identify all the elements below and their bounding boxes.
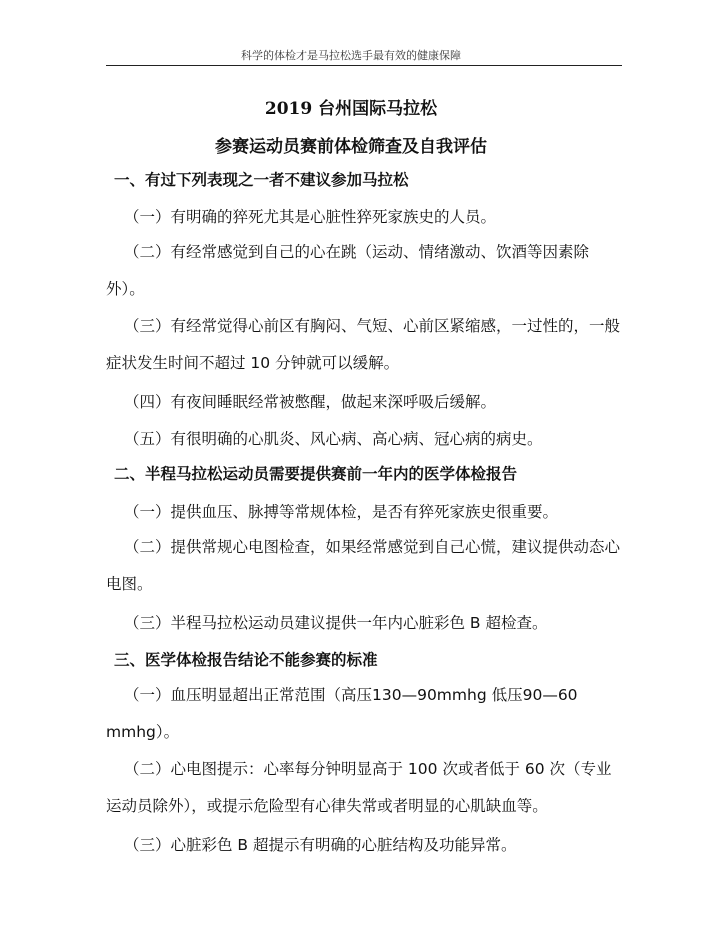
section-1-heading: 一、有过下列表现之一者不建议参加马拉松 [114, 171, 409, 189]
section-2-item-1: （一）提供血压、脉搏等常规体检，是否有猝死家族史很重要。 [124, 503, 559, 521]
section-1-item-5: （五）有很明确的心肌炎、风心病、高心病、冠心病的病史。 [124, 430, 543, 448]
page-header-text: 科学的体检才是马拉松选手最有效的健康保障 [241, 49, 461, 62]
section-3-heading: 三、医学体检报告结论不能参赛的标准 [114, 651, 378, 669]
section-1-item-3: （三）有经常觉得心前区有胸闷、气短、心前区紧缩感，一过性的，一般症状发生时间不超过 10 分钟就可以缓解。 [106, 317, 621, 372]
section-3-item-3: （三）心脏彩色 B 超提示有明确的心脏结构及功能异常。 [124, 836, 517, 854]
document-title: 2019 台州国际马拉松 [264, 99, 438, 119]
section-2-item-3: （三）半程马拉松运动员建议提供一年内心脏彩色 B 超检查。 [124, 614, 548, 632]
header-rule [106, 65, 622, 66]
section-1-item-1: （一）有明确的猝死尤其是心脏性猝死家族史的人员。 [124, 208, 497, 226]
section-1-item-2: （二）有经常感觉到自己的心在跳（运动、情绪激动、饮酒等因素除外）。 [106, 243, 590, 298]
document-subtitle: 参赛运动员赛前体检筛查及自我评估 [215, 137, 487, 157]
section-1-item-4: （四）有夜间睡眠经常被憋醒，做起来深呼吸后缓解。 [124, 393, 497, 411]
section-2-item-2: （二）提供常规心电图检查，如果经常感觉到自己心慌，建议提供动态心电图。 [106, 538, 621, 593]
section-2-heading: 二、半程马拉松运动员需要提供赛前一年内的医学体检报告 [114, 465, 518, 483]
section-3-item-2: （二）心电图提示：心率每分钟明显高于 100 次或者低于 60 次（专业运动员除外），或提示危险型有心律失常或者明显的心肌缺血等。 [106, 760, 612, 815]
section-3-item-1: （一）血压明显超出正常范围（高压130—90mmhg 低压90—60 mmhg）。 [106, 686, 578, 741]
